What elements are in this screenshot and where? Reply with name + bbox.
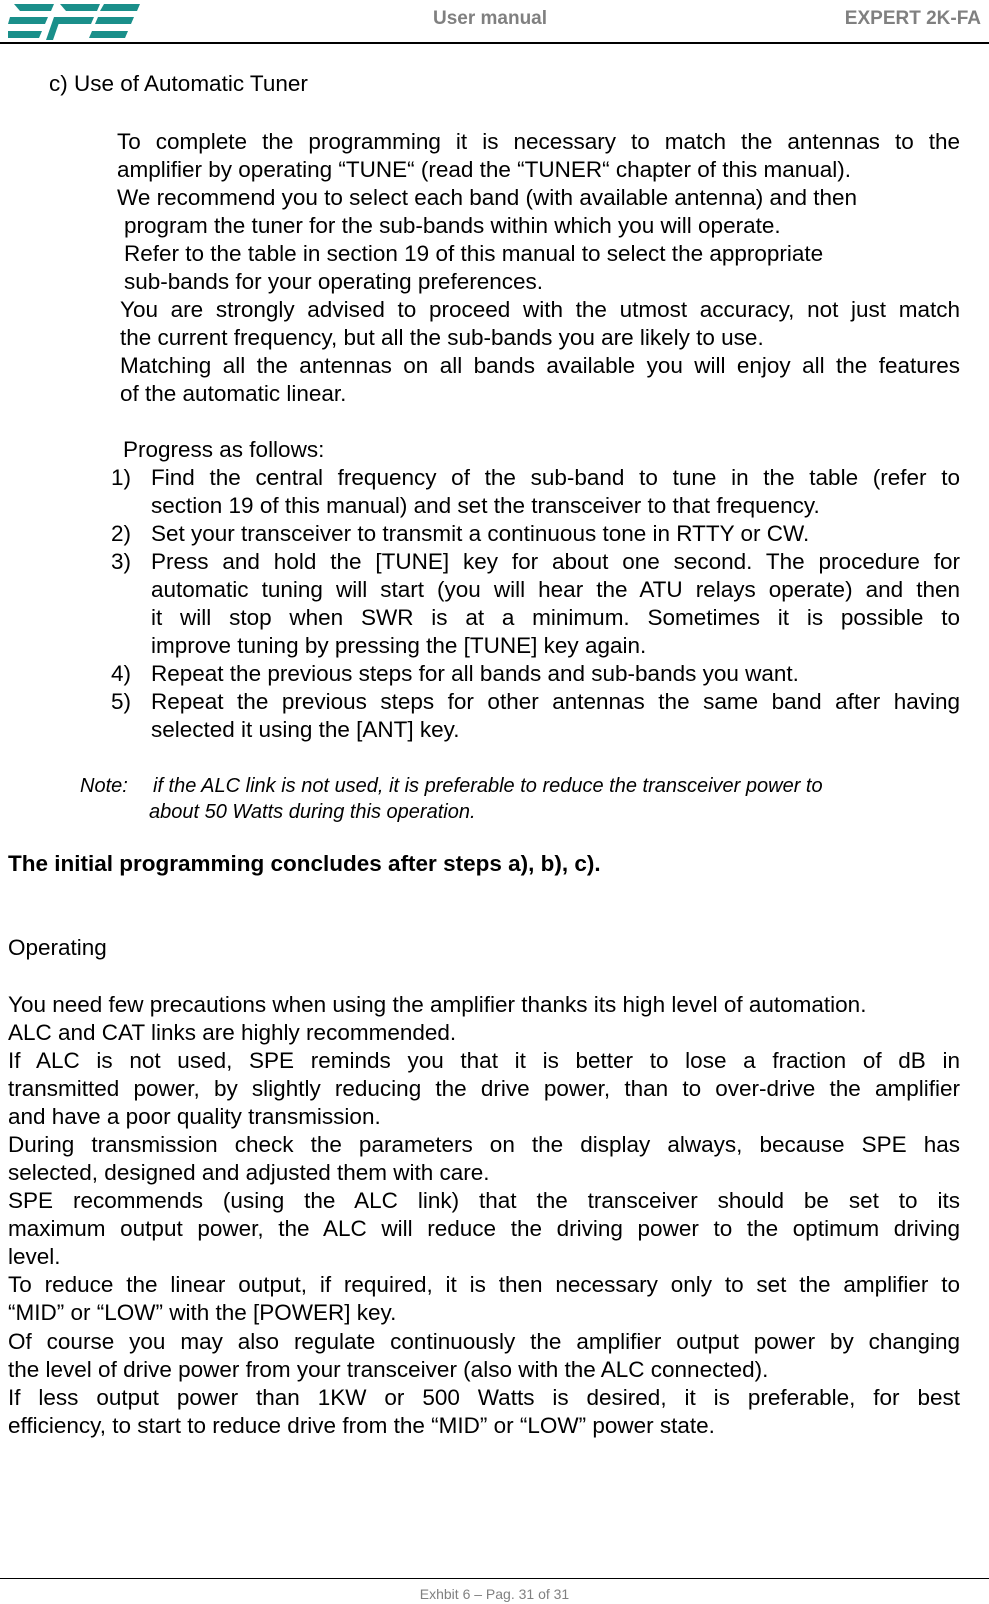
intro-line: You are strongly advised to proceed with the utmost accuracy, not just match: [120, 297, 960, 322]
intro-line: program the tuner for the sub-bands within which you will operate.: [124, 213, 781, 238]
conclusion-heading: The initial programming concludes after steps a), b), c).: [8, 851, 601, 876]
operating-line: “MID” or “LOW” with the [POWER] key.: [8, 1300, 397, 1325]
intro-line: To complete the programming it is necessary to match the antennas to the: [117, 129, 960, 154]
section-title: c) Use of Automatic Tuner: [49, 71, 308, 96]
step-number: 4): [111, 661, 132, 686]
operating-line: During transmission check the parameters on the display always, because SPE has: [8, 1132, 960, 1157]
operating-line: To reduce the linear output, if required, it is then necessary only to set the amplifier to: [8, 1272, 960, 1297]
step-line: Set your transceiver to transmit a continuous tone in RTTY or CW.: [151, 521, 810, 546]
note-text: about 50 Watts during this operation.: [149, 801, 476, 823]
intro-line: sub-bands for your operating preferences.: [124, 269, 543, 294]
operating-line: maximum output power, the ALC will reduce the driving power to the optimum driving: [8, 1216, 960, 1241]
step-line: Press and hold the [TUNE] key for about one second. The procedure for: [151, 549, 960, 574]
intro-line: Matching all the antennas on all bands available you will enjoy all the features: [120, 353, 960, 378]
operating-line: transmitted power, by slightly reducing the drive power, than to over-drive the amplifier: [8, 1076, 960, 1101]
step-number: 1): [111, 465, 132, 490]
step-line: improve tuning by pressing the [TUNE] key again.: [151, 633, 647, 658]
step-line: Repeat the previous steps for other antennas the same band after having: [151, 689, 960, 714]
footer-divider: [0, 1578, 989, 1579]
operating-line: If less output power than 1KW or 500 Watts is desired, it is preferable, for best: [8, 1385, 960, 1410]
operating-line: efficiency, to start to reduce drive from the “MID” or “LOW” power state.: [8, 1413, 715, 1438]
step-number: 5): [111, 689, 132, 714]
operating-title: Operating: [8, 935, 107, 960]
operating-line: and have a poor quality transmission.: [8, 1104, 381, 1129]
spe-logo: [8, 2, 140, 40]
step-number: 3): [111, 549, 132, 574]
page-header: [0, 0, 989, 44]
step-number: 2): [111, 521, 132, 546]
operating-line: SPE recommends (using the ALC link) that the transceiver should be set to its: [8, 1188, 960, 1213]
note-label: Note:: [80, 775, 128, 797]
intro-line: the current frequency, but all the sub-bands you are likely to use.: [120, 325, 764, 350]
operating-line: Of course you may also regulate continuously the amplifier output power by changing: [8, 1329, 960, 1354]
step-line: Repeat the previous steps for all bands and sub-bands you want.: [151, 661, 799, 686]
step-line: section 19 of this manual) and set the transceiver to that frequency.: [151, 493, 820, 518]
header-title: User manual: [432, 8, 548, 29]
operating-line: If ALC is not used, SPE reminds you that it is better to lose a fraction of dB in: [8, 1048, 960, 1073]
operating-line: You need few precautions when using the amplifier thanks its high level of automation.: [8, 992, 867, 1017]
intro-line: We recommend you to select each band (with available antenna) and then: [117, 185, 858, 210]
step-line: selected it using the [ANT] key.: [151, 717, 460, 742]
step-line: it will stop when SWR is at a minimum. Sometimes it is possible to: [151, 605, 960, 630]
operating-line: level.: [8, 1244, 61, 1269]
step-line: automatic tuning will start (you will hear the ATU relays operate) and then: [151, 577, 960, 602]
page-footer: Exhbit 6 – Pag. 31 of 31: [419, 1586, 570, 1602]
intro-line: of the automatic linear.: [120, 381, 347, 406]
header-model: EXPERT 2K-FA: [844, 8, 981, 29]
note-text: if the ALC link is not used, it is preferable to reduce the transceiver power to: [153, 775, 823, 797]
progress-label: Progress as follows:: [123, 437, 325, 462]
operating-line: selected, designed and adjusted them with care.: [8, 1160, 490, 1185]
header-divider: [0, 42, 989, 44]
operating-line: the level of drive power from your transceiver (also with the ALC connected).: [8, 1357, 769, 1382]
operating-line: ALC and CAT links are highly recommended.: [8, 1020, 457, 1045]
intro-line: amplifier by operating “TUNE“ (read the “TUNER“ chapter of this manual).: [117, 157, 852, 182]
intro-line: Refer to the table in section 19 of this manual to select the appropriate: [124, 241, 824, 266]
step-line: Find the central frequency of the sub-band to tune in the table (refer to: [151, 465, 960, 490]
